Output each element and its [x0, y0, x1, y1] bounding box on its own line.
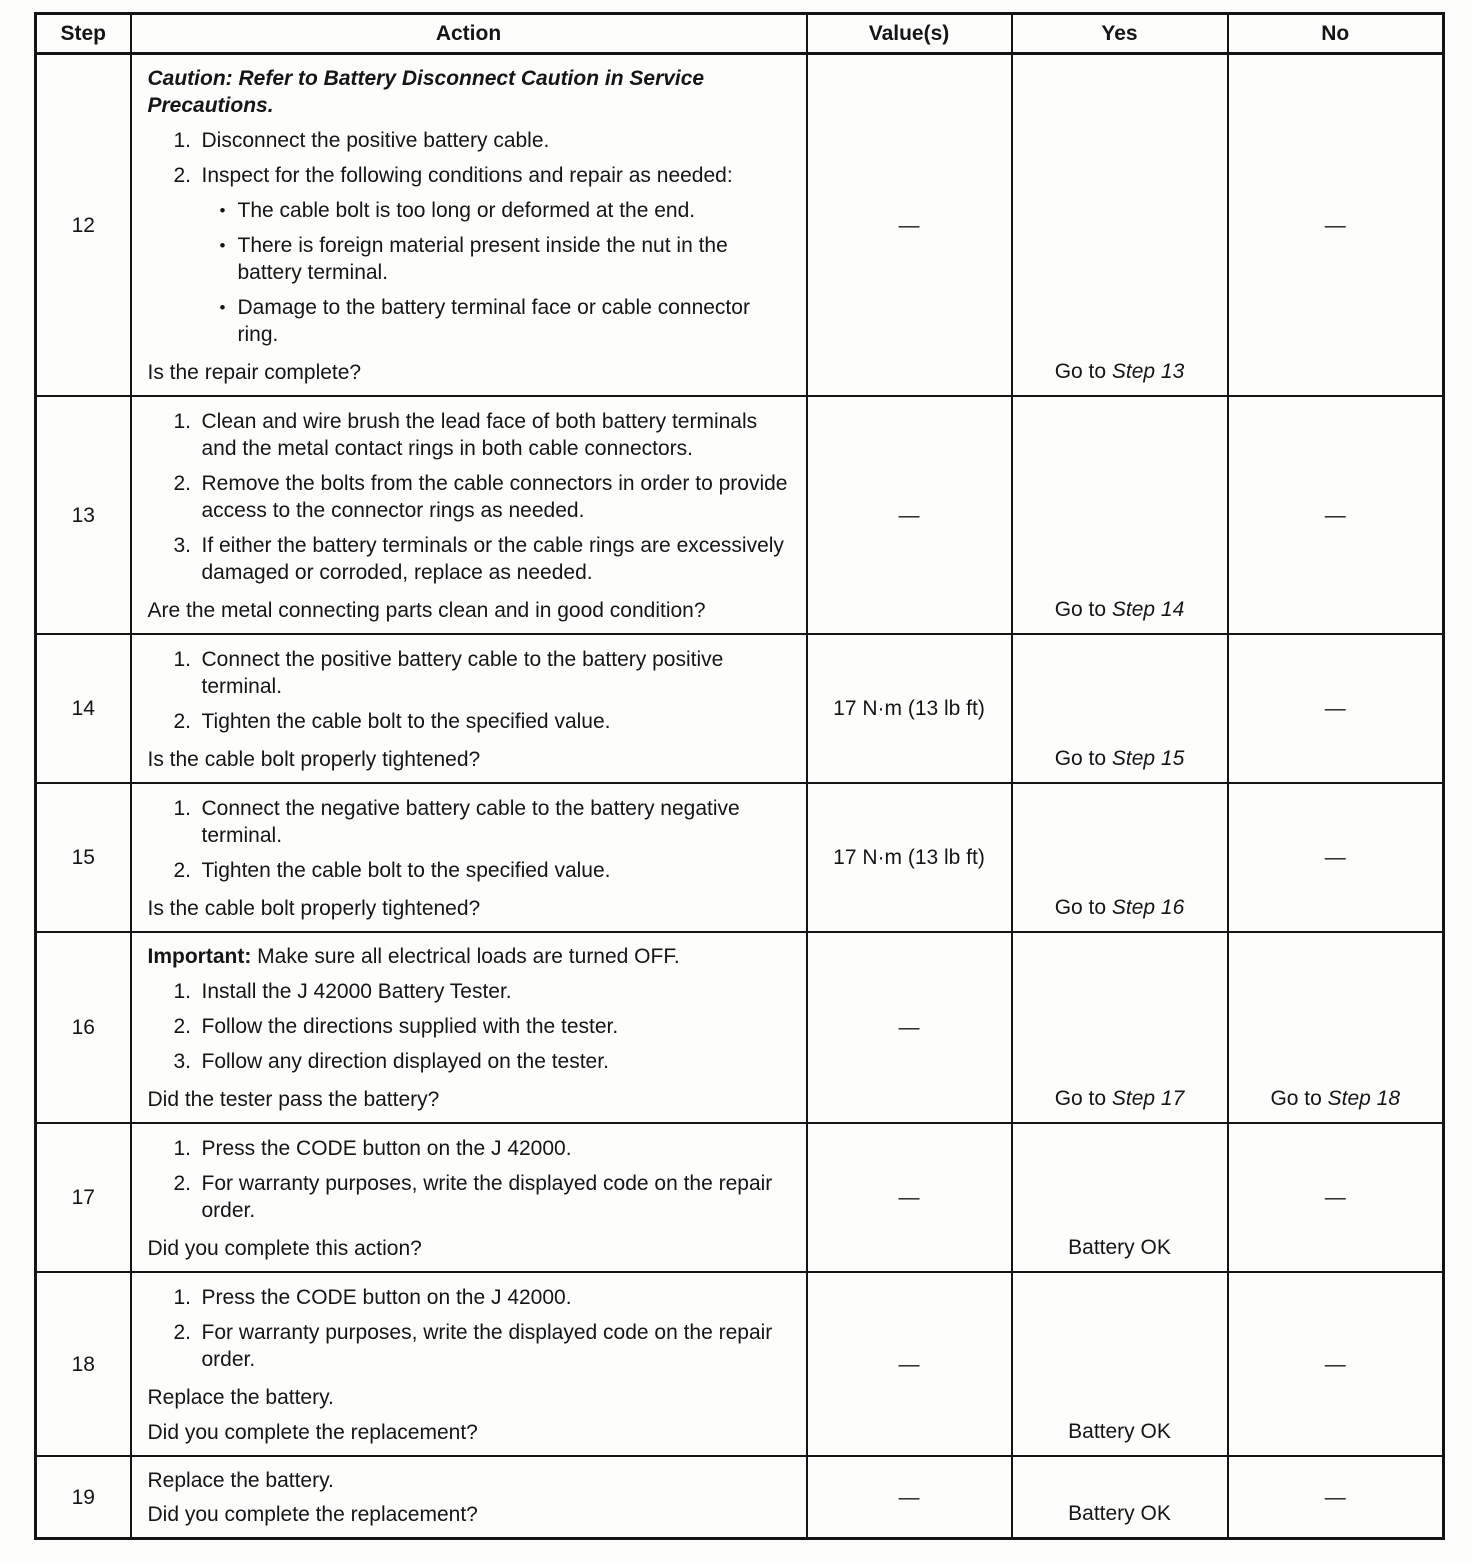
action-cell: [131, 396, 807, 634]
no-cell: —: [1228, 634, 1444, 783]
item-text: Inspect for the following conditions and repair as needed:: [201, 164, 733, 187]
action-cell: [131, 783, 807, 932]
step-number: 19: [36, 1456, 131, 1539]
no-cell: —: [1228, 1123, 1444, 1272]
goto-text: Go to: [1270, 1087, 1328, 1110]
item-number: 2.: [173, 1321, 192, 1344]
item-text: Clean and wire brush the lead face of both battery terminals and the metal contact rings in both cable connectors.: [201, 410, 758, 460]
action-question: Is the cable bolt properly tightened?: [147, 897, 481, 920]
action-item: [148, 1284, 792, 1311]
table-row-step-18: [36, 1272, 1444, 1456]
item-number: 2.: [173, 1015, 192, 1038]
goto-step: Step 18: [1327, 1087, 1401, 1110]
caution-label: Caution:: [147, 67, 233, 90]
value-cell: —: [807, 1123, 1012, 1272]
result-text: Battery OK: [1068, 1236, 1171, 1259]
action-item: [148, 1048, 792, 1075]
action-statement: Replace the battery.: [147, 1469, 334, 1492]
step-number: 16: [36, 932, 131, 1123]
action-item: [148, 1319, 792, 1373]
action-question: Are the metal connecting parts clean and in good condition?: [147, 599, 706, 622]
goto-step: Step 16: [1111, 896, 1185, 919]
bullet-text: There is foreign material present inside the nut in the battery terminal.: [237, 234, 728, 284]
item-number: 1.: [173, 1286, 192, 1309]
item-text: For warranty purposes, write the displayed code on the repair order.: [201, 1172, 773, 1222]
no-cell: —: [1228, 54, 1444, 397]
item-text: Tighten the cable bolt to the specified value.: [201, 859, 611, 882]
action-item: [148, 1135, 792, 1162]
item-text: Press the CODE button on the J 42000.: [201, 1137, 572, 1160]
caution-note: [148, 65, 792, 119]
table-row-step-19: [36, 1456, 1444, 1539]
result-text: Battery OK: [1068, 1420, 1171, 1443]
item-number: 3.: [173, 534, 192, 557]
no-cell: [1228, 932, 1444, 1123]
goto-text: Go to: [1054, 747, 1112, 770]
item-text: Follow any direction displayed on the tester.: [201, 1050, 609, 1073]
goto-text: Go to: [1054, 598, 1112, 621]
action-cell: [131, 1272, 807, 1456]
yes-cell: [1012, 1456, 1228, 1539]
goto-text: Go to: [1054, 896, 1112, 919]
item-number: 2.: [173, 164, 192, 187]
important-text: Make sure all electrical loads are turned OFF.: [251, 945, 680, 968]
item-number: 2.: [173, 1172, 192, 1195]
yes-cell: [1012, 1272, 1228, 1456]
action-item: [148, 470, 792, 524]
diagnostic-table: [34, 12, 1445, 1540]
yes-cell: [1012, 396, 1228, 634]
action-item: [148, 646, 792, 700]
yes-cell: [1012, 634, 1228, 783]
table-row-step-12: [36, 54, 1444, 397]
header-values: Value(s): [807, 14, 1012, 54]
item-text: Disconnect the positive battery cable.: [201, 129, 550, 152]
value-cell: 17 N·m (13 lb ft): [807, 783, 1012, 932]
value-cell: —: [807, 396, 1012, 634]
caution-text: Refer to Battery Disconnect Caution in Service Precautions.: [147, 67, 705, 117]
header-yes: Yes: [1012, 14, 1228, 54]
action-item: [148, 127, 792, 154]
action-cell: [131, 1456, 807, 1539]
bullet-icon: •: [219, 298, 226, 317]
action-item: [148, 795, 792, 849]
important-note: [148, 943, 792, 970]
action-question: Did you complete the replacement?: [147, 1503, 478, 1526]
no-cell: —: [1228, 1456, 1444, 1539]
goto-step: Step 15: [1111, 747, 1185, 770]
header-row: [36, 14, 1444, 54]
item-number: 1.: [173, 980, 192, 1003]
table-row-step-16: [36, 932, 1444, 1123]
table-row-step-13: [36, 396, 1444, 634]
item-text: Remove the bolts from the cable connectors in order to provide access to the connector rings as needed.: [201, 472, 788, 522]
item-number: 1.: [173, 410, 192, 433]
item-text: If either the battery terminals or the cable rings are excessively damaged or corroded, replace as needed.: [201, 534, 784, 584]
result-text: Battery OK: [1068, 1502, 1171, 1525]
no-cell: —: [1228, 783, 1444, 932]
value-cell: —: [807, 1456, 1012, 1539]
action-item: [148, 1170, 792, 1224]
no-cell: —: [1228, 1272, 1444, 1456]
goto-text: Go to: [1054, 360, 1112, 383]
value-cell: —: [807, 54, 1012, 397]
item-number: 2.: [173, 710, 192, 733]
action-bullet: [148, 294, 792, 348]
item-text: Tighten the cable bolt to the specified value.: [201, 710, 611, 733]
value-cell: —: [807, 932, 1012, 1123]
step-number: 17: [36, 1123, 131, 1272]
step-number: 13: [36, 396, 131, 634]
bullet-icon: •: [219, 201, 226, 220]
item-number: 1.: [173, 648, 192, 671]
bullet-icon: •: [219, 236, 226, 255]
action-question: Did the tester pass the battery?: [147, 1088, 440, 1111]
goto-text: Go to: [1054, 1087, 1112, 1110]
step-number: 12: [36, 54, 131, 397]
table-row-step-17: [36, 1123, 1444, 1272]
action-item: [148, 857, 792, 884]
item-text: Press the CODE button on the J 42000.: [201, 1286, 572, 1309]
header-no: No: [1228, 14, 1444, 54]
value-cell: 17 N·m (13 lb ft): [807, 634, 1012, 783]
step-number: 15: [36, 783, 131, 932]
yes-cell: [1012, 54, 1228, 397]
item-number: 2.: [173, 472, 192, 495]
action-item: [148, 162, 792, 189]
action-item: [148, 532, 792, 586]
yes-cell: [1012, 783, 1228, 932]
action-item: [148, 1013, 792, 1040]
item-text: Install the J 42000 Battery Tester.: [201, 980, 512, 1003]
item-text: Connect the positive battery cable to the battery positive terminal.: [201, 648, 724, 698]
value-cell: —: [807, 1272, 1012, 1456]
item-number: 1.: [173, 1137, 192, 1160]
bullet-text: The cable bolt is too long or deformed at the end.: [237, 199, 696, 222]
action-question: Did you complete the replacement?: [147, 1421, 478, 1444]
yes-cell: [1012, 932, 1228, 1123]
action-item: [148, 408, 792, 462]
action-item: [148, 708, 792, 735]
goto-step: Step 17: [1111, 1087, 1185, 1110]
action-question: Is the repair complete?: [147, 361, 362, 384]
action-statement: Replace the battery.: [147, 1386, 334, 1409]
item-text: For warranty purposes, write the displayed code on the repair order.: [201, 1321, 773, 1371]
bullet-text: Damage to the battery terminal face or cable connector ring.: [237, 296, 750, 346]
table-row-step-15: [36, 783, 1444, 932]
action-cell: [131, 1123, 807, 1272]
header-action: Action: [131, 14, 807, 54]
goto-step: Step 13: [1111, 360, 1185, 383]
step-number: 14: [36, 634, 131, 783]
item-text: Connect the negative battery cable to the battery negative terminal.: [201, 797, 740, 847]
goto-step: Step 14: [1111, 598, 1185, 621]
item-number: 1.: [173, 797, 192, 820]
action-bullet: [148, 197, 792, 224]
action-cell: [131, 932, 807, 1123]
action-bullet: [148, 232, 792, 286]
action-item: [148, 978, 792, 1005]
header-step: Step: [36, 14, 131, 54]
table-row-step-14: [36, 634, 1444, 783]
action-cell: [131, 634, 807, 783]
yes-cell: [1012, 1123, 1228, 1272]
item-text: Follow the directions supplied with the tester.: [201, 1015, 619, 1038]
action-question: Is the cable bolt properly tightened?: [147, 748, 481, 771]
item-number: 1.: [173, 129, 192, 152]
item-number: 3.: [173, 1050, 192, 1073]
action-question: Did you complete this action?: [147, 1237, 422, 1260]
step-number: 18: [36, 1272, 131, 1456]
no-cell: —: [1228, 396, 1444, 634]
important-label: Important:: [147, 945, 252, 968]
item-number: 2.: [173, 859, 192, 882]
action-cell: [131, 54, 807, 397]
